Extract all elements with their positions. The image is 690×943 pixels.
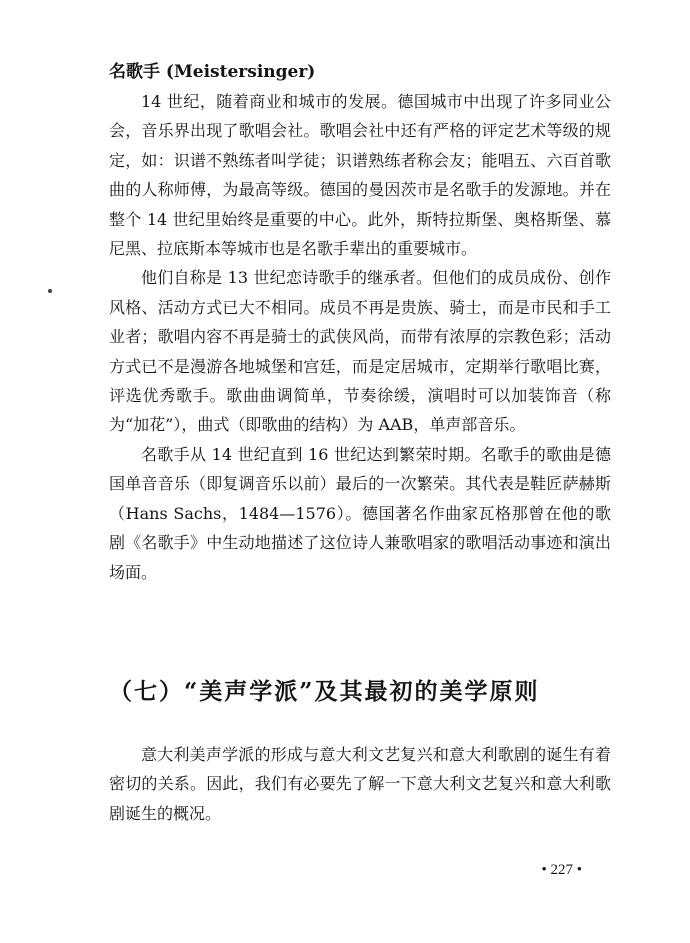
section-bel-canto bbox=[109, 740, 611, 828]
paragraph-1: 14 世纪，随着商业和城市的发展。德国城市中出现了许多同业公会，音乐界出现了歌唱会社。歌唱会社中还有严格的评定艺术等级的规定，如：识谱不熟练者叫学徒；识谱熟练者称会友；能唱五、六百首歌曲的人称师傅，为最高等级。德国的曼因茨市是名歌手的发源地。并在整个 14 世纪里始终是重要的中心。此外，斯特拉斯堡、奥格斯堡、慕尼黑、拉底斯本等城市也是名歌手辈出的重要城市。 bbox=[109, 92, 611, 259]
paragraph-2: 他们自称是 13 世纪恋诗歌手的继承者。但他们的成员成份、创作风格、活动方式已大不相同。成员不再是贵族、骑士，而是市民和手工业者；歌唱内容不再是骑士的武侠风尚，而带有浓厚的宗教色彩；活动方式已不是漫游各地城堡和宫廷，而是定居城市，定期举行歌唱比赛，评选优秀歌手。歌曲曲调简单，节奏徐缓，演唱时可以加装饰音（称为“加花”），曲式（即歌曲的结构）为 AAB，单声部音乐。 bbox=[109, 268, 611, 435]
section-mastersinger bbox=[109, 58, 611, 587]
page-number: • 227 • bbox=[541, 862, 582, 878]
paragraph-3: 名歌手从 14 世纪直到 16 世纪达到繁荣时期。名歌手的歌曲是德国单音音乐（即复调音乐以前）最后的一次繁荣。其代表是鞋匠萨赫斯（Hans Sachs，1484—1576）。德国著名作曲家瓦格那曾在他的歌剧《名歌手》中生动地描述了这位诗人兼歌唱家的歌唱活动事迹和演出场面。 bbox=[109, 444, 611, 582]
margin-dot bbox=[48, 289, 52, 293]
paragraph-intro: 意大利美声学派的形成与意大利文艺复兴和意大利歌剧的诞生有着密切的关系。因此，我们有必要先了解一下意大利文艺复兴和意大利歌剧诞生的概况。 bbox=[109, 745, 611, 823]
section-heading: 名歌手 (Meistersinger) bbox=[109, 62, 316, 82]
chapter-title: （七）“美声学派”及其最初的美学原则 bbox=[109, 678, 540, 705]
